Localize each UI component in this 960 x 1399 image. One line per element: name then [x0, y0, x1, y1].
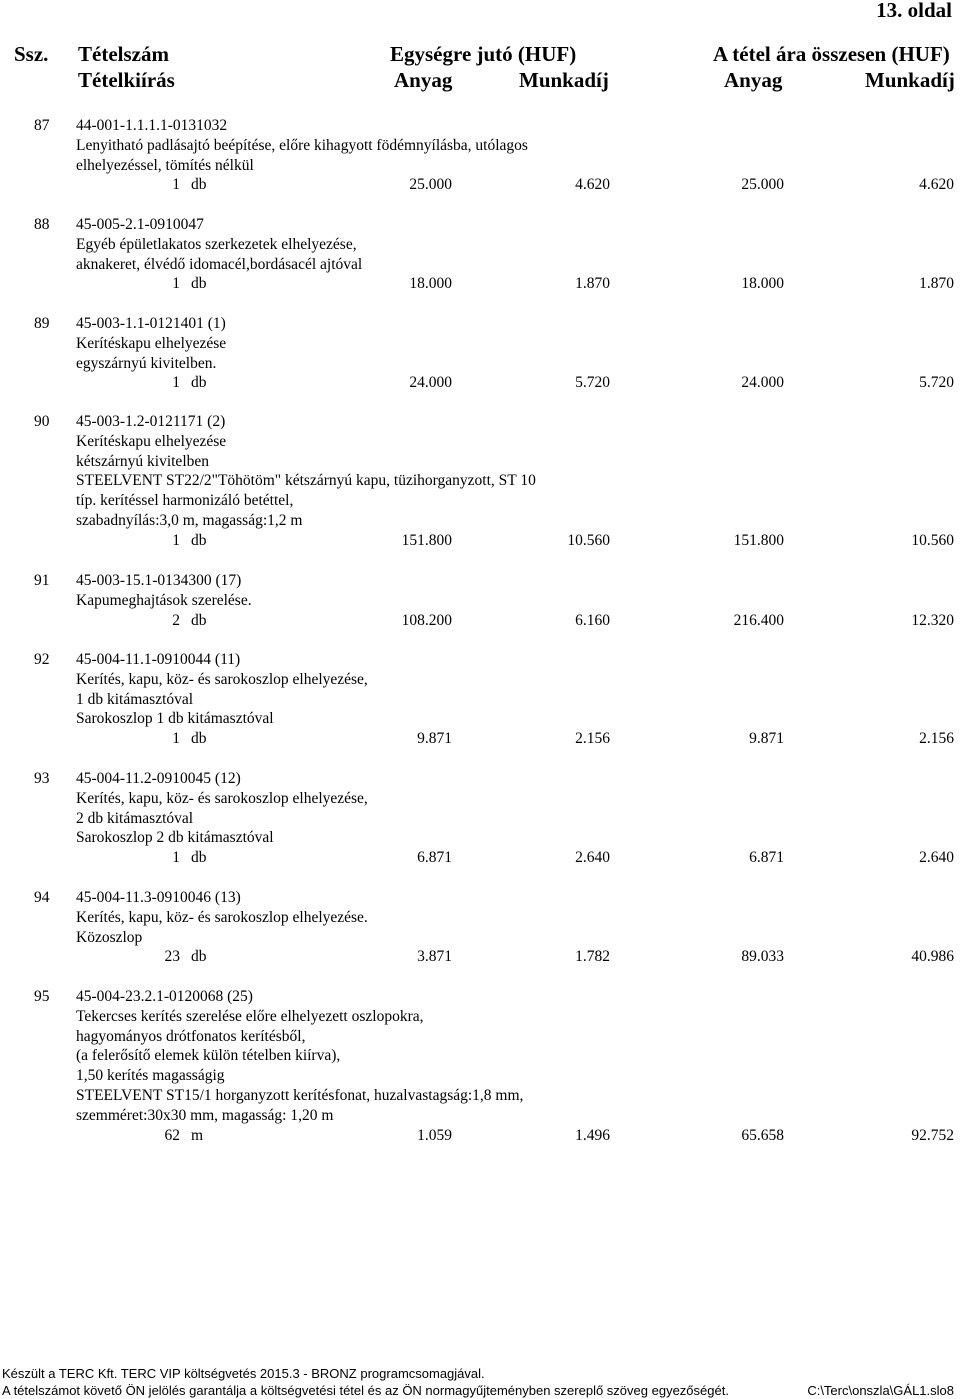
item-amount-row: [0, 274, 960, 294]
header-munkadij: Munkadíj: [519, 68, 609, 92]
item-text-line: Kerítés, kapu, köz- és sarokoszlop elhelyezése.: [76, 908, 368, 926]
unit-labor-price: 1.496: [575, 1126, 610, 1144]
item-amount-row: [0, 947, 960, 967]
item-number: 90: [34, 413, 50, 430]
header-tetelszam: Tételszám: [78, 42, 169, 66]
total-labor-price: 5.720: [919, 374, 954, 392]
item-unit: m: [191, 1126, 204, 1144]
header-ssz: Ssz.: [14, 42, 49, 66]
item-description: [76, 412, 536, 531]
item-quantity: 1: [172, 275, 180, 293]
item-code: 45-003-1.2-0121171 (2): [76, 413, 226, 430]
item-number: 95: [34, 988, 50, 1005]
item-text-line: Kerítés, kapu, köz- és sarokoszlop elhelyezése,: [76, 789, 368, 807]
item-amount-row: [0, 1126, 960, 1146]
total-material-price: 24.000: [741, 374, 784, 392]
unit-labor-price: 1.782: [575, 948, 610, 966]
item-text-line: kétszárnyú kivitelben: [76, 452, 209, 470]
item-text-line: STEELVENT ST15/1 horganyzott kerítésfonat, huzalvastagság:1,8 mm,: [76, 1086, 524, 1104]
item-description: [76, 650, 368, 729]
item-text-line: (a felerősítő elemek külön tételben kiírva),: [76, 1047, 341, 1065]
item-amount-row: [0, 531, 960, 551]
item-text-line: Egyéb épületlakatos szerkezetek elhelyezése,: [76, 235, 357, 253]
unit-material-price: 3.871: [417, 948, 452, 966]
item-quantity: 2: [172, 611, 180, 629]
item-text-line: Sarokoszlop 2 db kitámasztóval: [76, 829, 274, 847]
unit-material-price: 6.871: [417, 849, 452, 867]
item-text-line: aknakeret, élvédő idomacél,bordásacél ajtóval: [76, 255, 363, 273]
item-unit: db: [191, 948, 207, 966]
item-description: [76, 215, 362, 274]
total-labor-price: 10.560: [911, 531, 954, 549]
total-material-price: 89.033: [741, 948, 784, 966]
item-text-line: szabadnyílás:3,0 m, magasság:1,2 m: [76, 511, 303, 529]
item-text-line: Lenyitható padlásajtó beépítése, előre kihagyott födémnyílásba, utólagos: [76, 136, 528, 154]
header-osszesen: A tétel ára összesen (HUF): [713, 42, 950, 66]
item-code: 44-001-1.1.1.1-0131032: [76, 117, 228, 134]
header-anyag: Anyag: [394, 68, 453, 92]
item-number: 93: [34, 770, 50, 787]
unit-labor-price: 4.620: [575, 176, 610, 194]
item-number: 87: [34, 117, 50, 134]
item-unit: db: [191, 176, 207, 194]
footer-credit: Készült a TERC Kft. TERC VIP költségvetés 2015.3 - BRONZ programcsomagjával.: [2, 1366, 485, 1381]
item-amount-row: [0, 848, 960, 868]
item-text-line: típ. kerítéssel harmonizáló betéttel,: [76, 492, 294, 510]
item-quantity: 23: [164, 948, 180, 966]
item-unit: db: [191, 730, 207, 748]
unit-labor-price: 6.160: [575, 611, 610, 629]
item-code: 45-004-23.2.1-0120068 (25): [76, 988, 253, 1005]
item-amount-row: [0, 175, 960, 195]
item-quantity: 62: [164, 1126, 180, 1144]
total-material-price: 9.871: [749, 730, 784, 748]
total-labor-price: 2.640: [919, 849, 954, 867]
item-text-line: elhelyezéssel, tömítés nélkül: [76, 156, 254, 174]
item-number: 89: [34, 315, 50, 332]
item-text-line: Tekercses kerítés szerelése előre elhelyezett oszlopokra,: [76, 1007, 424, 1025]
item-description: [76, 888, 368, 947]
item-text-line: 2 db kitámasztóval: [76, 809, 194, 827]
unit-material-price: 1.059: [417, 1126, 452, 1144]
item-code: 45-003-15.1-0134300 (17): [76, 572, 242, 589]
item-text-line: Kerítéskapu elhelyezése: [76, 432, 227, 450]
item-quantity: 1: [172, 374, 180, 392]
unit-material-price: 151.800: [401, 531, 452, 549]
header-munkadij-total: Munkadíj: [865, 68, 955, 92]
item-amount-row: [0, 729, 960, 749]
unit-material-price: 108.200: [401, 611, 452, 629]
item-text-line: Kapumeghajtások szerelése.: [76, 591, 252, 609]
item-code: 45-004-11.3-0910046 (13): [76, 889, 241, 906]
total-material-price: 18.000: [741, 275, 784, 293]
item-description: [76, 769, 368, 848]
total-labor-price: 2.156: [919, 730, 954, 748]
unit-labor-price: 5.720: [575, 374, 610, 392]
item-text-line: Kerítéskapu elhelyezése: [76, 334, 227, 352]
header-tetelkiiras: Tételkiírás: [78, 68, 175, 92]
item-text-line: 1,50 kerítés magasságig: [76, 1067, 225, 1085]
item-quantity: 1: [172, 531, 180, 549]
item-text-line: STEELVENT ST22/2"Töhötöm" kétszárnyú kapu, tüzihorganyzott, ST 10: [76, 472, 536, 490]
total-material-price: 151.800: [733, 531, 784, 549]
item-description: [76, 116, 528, 175]
total-material-price: 6.871: [749, 849, 784, 867]
header-anyag-total: Anyag: [724, 68, 783, 92]
unit-labor-price: 1.870: [575, 275, 610, 293]
item-description: [76, 571, 252, 611]
footer-file-path: C:\Terc\onszla\GÁL1.slo8: [807, 1383, 954, 1398]
item-code: 45-004-11.2-0910045 (12): [76, 770, 241, 787]
item-quantity: 1: [172, 849, 180, 867]
total-labor-price: 92.752: [911, 1126, 954, 1144]
item-text-line: Sarokoszlop 1 db kitámasztóval: [76, 710, 274, 728]
unit-material-price: 18.000: [409, 275, 452, 293]
item-code: 45-005-2.1-0910047: [76, 216, 204, 233]
item-number: 91: [34, 572, 50, 589]
unit-material-price: 25.000: [409, 176, 452, 194]
total-material-price: 216.400: [733, 611, 784, 629]
item-number: 92: [34, 651, 50, 668]
item-unit: db: [191, 275, 207, 293]
item-text-line: Közoszlop: [76, 928, 143, 946]
unit-labor-price: 2.156: [575, 730, 610, 748]
unit-material-price: 24.000: [409, 374, 452, 392]
item-description: [76, 314, 226, 373]
item-code: 45-004-11.1-0910044 (11): [76, 651, 241, 668]
item-unit: db: [191, 374, 207, 392]
item-text-line: 1 db kitámasztóval: [76, 690, 194, 708]
item-unit: db: [191, 849, 207, 867]
item-quantity: 1: [172, 730, 180, 748]
page-number: 13. oldal: [876, 0, 952, 22]
item-text-line: hagyományos drótfonatos kerítésből,: [76, 1027, 306, 1045]
item-number: 88: [34, 216, 50, 233]
item-unit: db: [191, 611, 207, 629]
unit-labor-price: 10.560: [567, 531, 610, 549]
item-text-line: szemméret:30x30 mm, magasság: 1,20 m: [76, 1106, 334, 1124]
item-text-line: egyszárnyú kivitelben.: [76, 354, 217, 372]
item-unit: db: [191, 531, 207, 549]
item-code: 45-003-1.1-0121401 (1): [76, 315, 226, 332]
item-description: [76, 987, 523, 1126]
total-material-price: 25.000: [741, 176, 784, 194]
total-labor-price: 40.986: [911, 948, 954, 966]
footer-note: A tételszámot követő ÖN jelölés garantálja a költségvetési tétel és az ÖN normagyűjteményben szereplő szöveg egyezőségét.: [2, 1383, 729, 1398]
total-labor-price: 1.870: [919, 275, 954, 293]
unit-labor-price: 2.640: [575, 849, 610, 867]
header-egysegre: Egységre jutó (HUF): [390, 42, 577, 66]
item-amount-row: [0, 373, 960, 393]
unit-material-price: 9.871: [417, 730, 452, 748]
total-labor-price: 4.620: [919, 176, 954, 194]
total-material-price: 65.658: [741, 1126, 784, 1144]
item-quantity: 1: [172, 176, 180, 194]
total-labor-price: 12.320: [911, 611, 954, 629]
item-number: 94: [34, 889, 50, 906]
item-text-line: Kerítés, kapu, köz- és sarokoszlop elhelyezése,: [76, 670, 368, 688]
item-amount-row: [0, 611, 960, 631]
